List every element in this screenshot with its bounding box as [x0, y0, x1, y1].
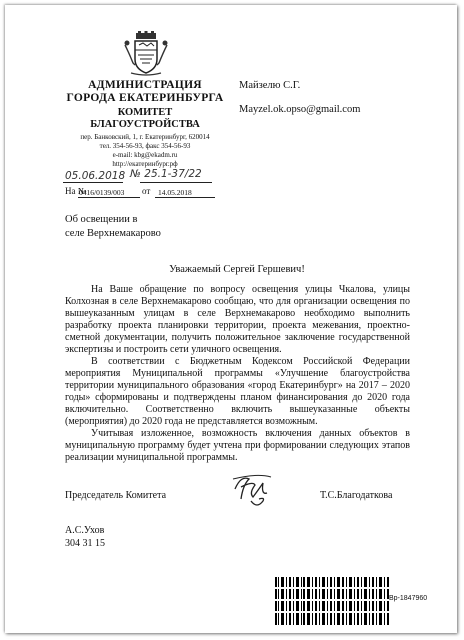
body-paragraph: В соответствии с Бюджетным Кодексом Российской Федерации мероприятия Муниципальной программы «Улучшение благоустройства территории муниципального образования «город Екатеринбург» на 2017 – 2020 годы» сформированы и подтверждены планом финансирования до 2020 года включительно. Соответственно включить вышеуказанные объекты (мероприятия) до 2020 года не представляется возможным.	[65, 356, 410, 427]
phone-line: тел. 354-56-93, факс 354-56-93	[99, 142, 191, 150]
dept-name-line2: БЛАГОУСТРОЙСТВА	[90, 119, 200, 130]
reference-number-value: 0416/0139/003	[79, 188, 125, 197]
reference-number-label: На №	[65, 186, 87, 196]
body-paragraph: На Ваше обращение по вопросу освещения улицы Чкалова, улицы Колхозная в селе Верхнемакарово сообщаю, что для организации освещения по вышеуказанным улицам в селе Верхнемакарово необходимо выполнить разработку проекта планировки территории, проекта межевания, проектно-сметной документации, получить положительное заключение государственной экспертизы и построить сети уличного освещения.	[65, 284, 410, 355]
recipient-email: Mayzel.ok.opso@gmail.com	[239, 104, 361, 115]
handwritten-date: 05.06.2018	[65, 170, 126, 182]
handwritten-signature-icon	[227, 471, 297, 511]
handwritten-number: № 25.1-37/22	[130, 168, 202, 180]
signatory-title: Председатель Комитета	[65, 490, 167, 501]
recipient-name: Майзелю С.Г.	[239, 80, 301, 91]
reference-date-underline	[155, 197, 215, 198]
reference-date-label: от	[142, 186, 151, 196]
executor-phone: 304 31 15	[65, 538, 105, 549]
coat-of-arms-icon	[123, 31, 169, 77]
executor-name: А.С.Ухов	[65, 525, 105, 536]
greeting: Уважаемый Сергей Гершевич!	[169, 264, 305, 275]
reference-date-value: 14.05.2018	[158, 188, 192, 197]
barcode-number: Вр-1847960	[389, 595, 428, 602]
reference-underline	[78, 197, 140, 198]
dept-name-line1: КОМИТЕТ	[117, 107, 173, 118]
letter-page	[5, 5, 457, 633]
barcode-icon	[275, 577, 389, 625]
date-underline	[63, 182, 123, 183]
signatory-name: Т.С.Благодаткова	[320, 490, 393, 501]
org-name-line2: ГОРОДА ЕКАТЕРИНБУРГА	[66, 92, 224, 104]
letter-body	[65, 284, 410, 464]
body-paragraph: Учитывая изложенное, возможность включения данных объектов в муниципальную программу будет учтена при формировании следующих этапов реализации муниципальной программы.	[65, 428, 410, 463]
address-line: пер. Банковский, 1, г. Екатеринбург, 620014	[80, 133, 210, 141]
website-line: http://екатеринбург.рф	[112, 160, 178, 168]
subject-line2: селе Верхнемакарово	[65, 228, 161, 239]
subject-line1: Об освещении в	[65, 214, 138, 225]
email-line: e-mail: kbg@ekadm.ru	[112, 151, 178, 159]
number-underline	[140, 182, 212, 183]
org-name-line1: АДМИНИСТРАЦИЯ	[88, 79, 202, 91]
